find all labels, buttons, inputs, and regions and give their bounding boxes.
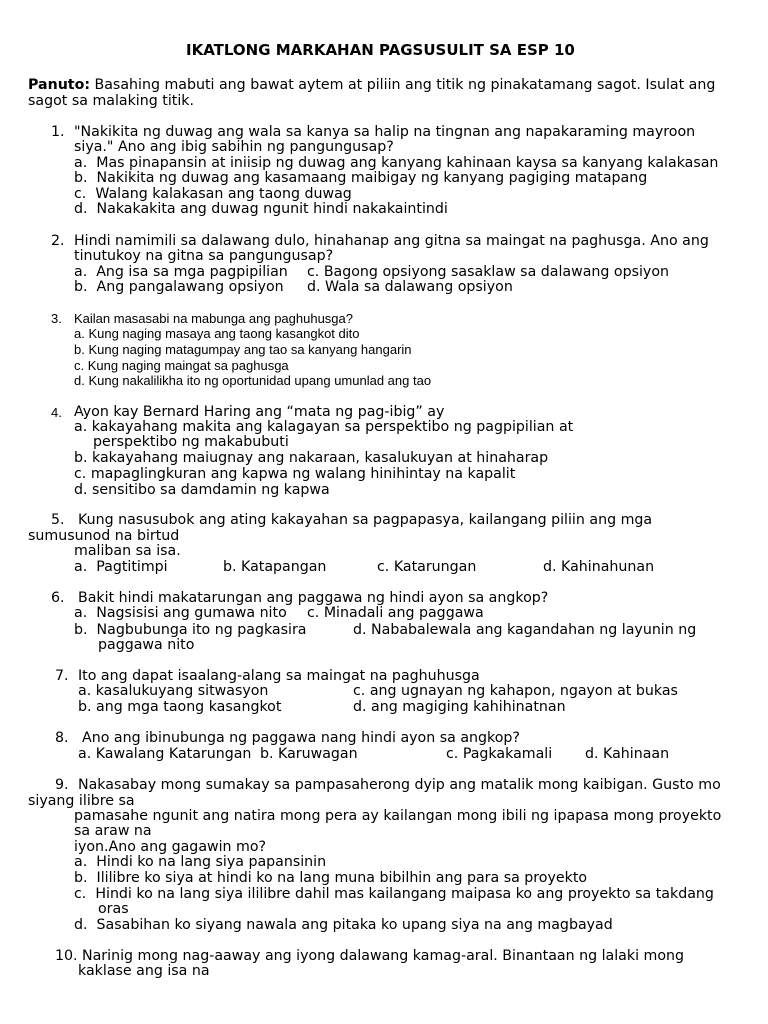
instructions-line-1 xyxy=(28,77,715,93)
q7-stem: Ito ang dapat isaalang-alang sa maingat na paghuhusga xyxy=(78,668,480,684)
q2-number: 2. xyxy=(51,233,65,249)
q3-number: 3. xyxy=(51,311,62,326)
q9-number: 9. xyxy=(55,777,69,793)
q3-stem: Kailan masasabi na mabunga ang paghuhusga? xyxy=(74,311,353,326)
q6-choice-c: c. Minadali ang paggawa xyxy=(307,605,484,621)
q6-stem: Bakit hindi makatarungan ang paggawa ng hindi ayon sa angkop? xyxy=(78,590,549,606)
q9-stem-line-2: siyang ilibre sa xyxy=(28,793,135,809)
q1-stem-line-2: siya." Ano ang ibig sabihin ng pangungusap? xyxy=(74,139,394,155)
q6-choice-b: b. Nagbubunga ito ng pagkasira xyxy=(74,622,307,638)
q2-choice-b: b. Ang pangalawang opsiyon xyxy=(74,279,284,295)
q5-choice-a: a. Pagtitimpi xyxy=(74,559,168,575)
q2-choice-c: c. Bagong opsiyong sasaklaw sa dalawang opsiyon xyxy=(307,264,670,280)
q7-choice-a: a. kasalukuyang sitwasyon xyxy=(78,683,269,699)
q4-choice-c: c. mapaglingkuran ang kapwa ng walang hinihintay na kapalit xyxy=(74,466,516,482)
q10-number: 10. xyxy=(55,948,78,964)
q9-choice-a: a. Hindi ko na lang siya papansinin xyxy=(74,854,327,870)
q1-choice-a: a. Mas pinapansin at iniisip ng duwag ang kanyang kahinaan kaysa sa kanyang kalakasan xyxy=(74,155,719,171)
q5-stem-line-1: Kung nasusubok ang ating kakayahan sa pagpapasya, kailangang piliin ang mga xyxy=(78,512,653,528)
q9-choice-c-line-2: oras xyxy=(98,901,129,917)
q7-number: 7. xyxy=(55,668,69,684)
q4-choice-a-line-1: a. kakayahang makita ang kalagayan sa perspektibo ng pagpipilian at xyxy=(74,419,574,435)
q1-choice-d: d. Nakakakita ang duwag ngunit hindi nakakaintindi xyxy=(74,201,448,217)
instructions-label: Panuto: xyxy=(28,77,90,93)
q1-number: 1. xyxy=(51,124,65,140)
q4-choice-a-line-2: perspektibo ng makabubuti xyxy=(93,434,289,450)
instructions-line-2: sagot sa malaking titik. xyxy=(28,93,194,109)
q9-stem-line-1: Nakasabay mong sumakay sa pampasaherong dyip ang matalik mong kaibigan. Gusto mo xyxy=(78,777,721,793)
q8-stem: Ano ang ibinubunga ng paggawa nang hindi ayon sa angkop? xyxy=(82,730,520,746)
q9-choice-b: b. Ililibre ko siya at hindi ko na lang muna bibilhin ang para sa proyekto xyxy=(74,870,588,886)
q10-stem-line-1: Narinig mong nag-aaway ang iyong dalawang kamag-aral. Binantaan ng lalaki mong xyxy=(82,948,685,964)
q8-choice-d: d. Kahinaan xyxy=(585,746,670,762)
q1-stem-line-1: "Nakikita ng duwag ang wala sa kanya sa halip na tingnan ang napakaraming mayroon xyxy=(74,124,696,140)
q2-choice-d: d. Wala sa dalawang opsiyon xyxy=(307,279,513,295)
q9-choice-d: d. Sasabihan ko siyang nawala ang pitaka ko upang siya na ang magbayad xyxy=(74,917,613,933)
q5-choice-b: b. Katapangan xyxy=(223,559,327,575)
q8-number: 8. xyxy=(55,730,69,746)
q3-choice-c: c. Kung naging maingat sa paghusga xyxy=(74,358,289,373)
q2-stem-line-1: Hindi namimili sa dalawang dulo, hinahanap ang gitna sa maingat na paghusga. Ano ang xyxy=(74,233,709,249)
q2-choice-a: a. Ang isa sa mga pagpipilian xyxy=(74,264,288,280)
q5-number: 5. xyxy=(51,512,65,528)
q1-choice-b: b. Nakikita ng duwag ang kasamaang maibigay ng kanyang pagiging matapang xyxy=(74,170,648,186)
q7-choice-b: b. ang mga taong kasangkot xyxy=(78,699,282,715)
q6-choice-d-line-2: paggawa nito xyxy=(98,637,195,653)
q8-choice-c: c. Pagkakamali xyxy=(446,746,553,762)
q6-choice-d-line-1: d. Nababalewala ang kagandahan ng layunin ng xyxy=(353,622,697,638)
q7-choice-c: c. ang ugnayan ng kahapon, ngayon at bukas xyxy=(353,683,678,699)
q9-stem-line-4: sa araw na xyxy=(74,823,152,839)
q9-stem-line-5: iyon.Ano ang gagawin mo? xyxy=(74,839,267,855)
q9-stem-line-3: pamasahe ngunit ang natira mong pera ay kailangan mong ibili ng ipapasa mong proyekto xyxy=(74,808,722,824)
q8-choice-a: a. Kawalang Katarungan xyxy=(78,746,252,762)
q4-choice-d: d. sensitibo sa damdamin ng kapwa xyxy=(74,482,330,498)
q1-choice-c: c. Walang kalakasan ang taong duwag xyxy=(74,186,352,202)
q10-stem-line-2: kaklase ang isa na xyxy=(78,963,210,979)
q3-choice-a: a. Kung naging masaya ang taong kasangkot dito xyxy=(74,326,360,341)
instructions-text: Basahing mabuti ang bawat aytem at piliin ang titik ng pinakatamang sagot. Isulat ang xyxy=(90,77,716,93)
q5-stem-line-3: maliban sa isa. xyxy=(74,543,181,559)
q5-choice-c: c. Katarungan xyxy=(377,559,477,575)
q4-number: 4. xyxy=(51,405,62,420)
q6-number: 6. xyxy=(51,590,65,606)
q3-choice-b: b. Kung naging matagumpay ang tao sa kanyang hangarin xyxy=(74,342,412,357)
q5-stem-line-2: sumusunod na birtud xyxy=(28,528,180,544)
q7-choice-d: d. ang magiging kahihinatnan xyxy=(353,699,566,715)
exam-title: IKATLONG MARKAHAN PAGSUSULIT SA ESP 10 xyxy=(186,41,575,59)
q2-stem-line-2: tinutukoy na gitna sa pangungusap? xyxy=(74,248,334,264)
q4-choice-b: b. kakayahang maiugnay ang nakaraan, kasalukuyan at hinaharap xyxy=(74,450,549,466)
q9-choice-c-line-1: c. Hindi ko na lang siya ililibre dahil mas kailangang maipasa ko ang proyekto sa takdang xyxy=(74,886,714,902)
q6-choice-a: a. Nagsisisi ang gumawa nito xyxy=(74,605,287,621)
q5-choice-d: d. Kahinahunan xyxy=(543,559,655,575)
q4-stem: Ayon kay Bernard Haring ang “mata ng pag-ibig” ay xyxy=(74,404,445,420)
q3-choice-d: d. Kung nakalilikha ito ng oportunidad upang umunlad ang tao xyxy=(74,373,432,388)
q8-choice-b: b. Karuwagan xyxy=(260,746,358,762)
